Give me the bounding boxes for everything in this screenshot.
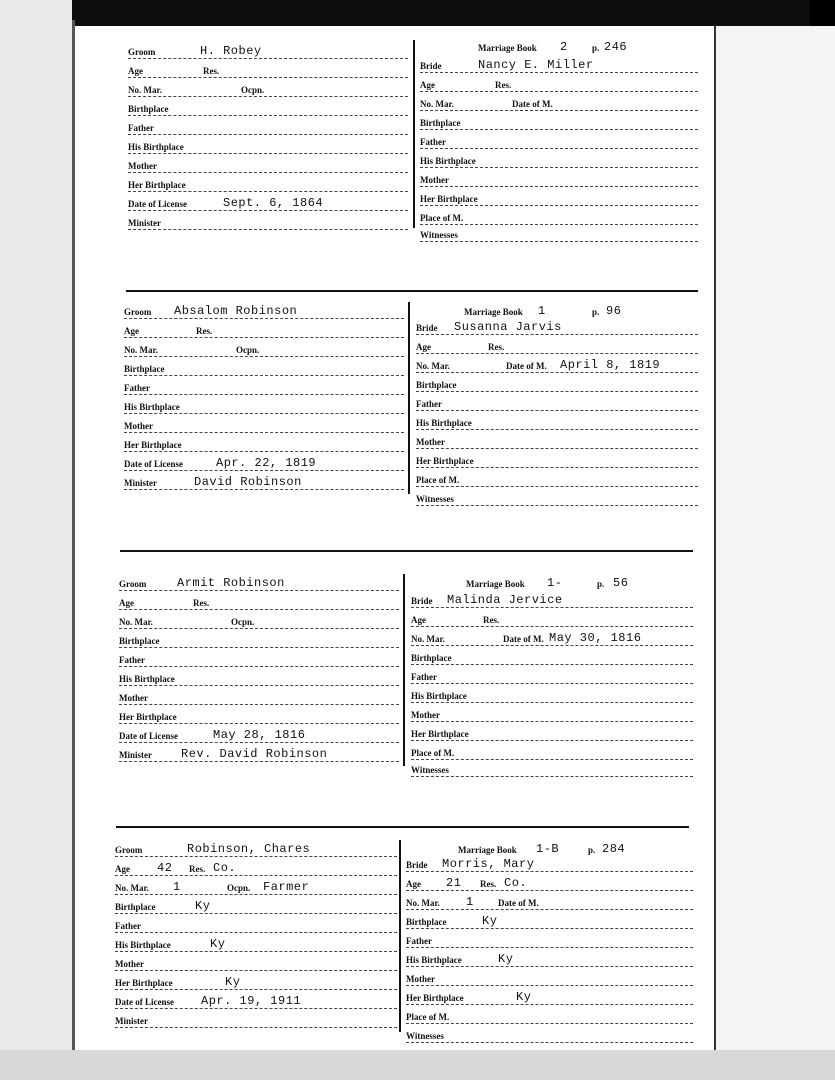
his-birthplace-label: His Birthplace [406, 955, 462, 965]
birthplace-label: Birthplace [416, 380, 457, 390]
minister-name: David Robinson [194, 475, 302, 489]
page-number: 246 [604, 40, 628, 54]
bride-age: 21 [446, 876, 462, 890]
no-mar-label: No. Mar. [119, 617, 153, 627]
bride-father-row [406, 929, 693, 948]
bride-label: Bride [420, 61, 442, 71]
marriage-book-number: 1 [538, 304, 546, 318]
his-birthplace-label: His Birthplace [411, 691, 467, 701]
age-label: Age [406, 879, 421, 889]
bride-name: Morris, Mary [442, 857, 535, 871]
age-label: Age [416, 342, 431, 352]
mother-row [128, 154, 408, 173]
groom-label: Groom [115, 845, 143, 855]
her-birthplace-label: Her Birthplace [411, 729, 469, 739]
birthplace-row [115, 895, 397, 914]
his-birthplace-label: His Birthplace [416, 418, 472, 428]
marriage-book-row [411, 572, 693, 590]
marriage-book-number: 2 [560, 40, 568, 54]
groom-label: Groom [124, 307, 152, 317]
bride-no-mar-row [411, 627, 693, 646]
res-label: Res. [203, 66, 220, 76]
place-of-marriage-row [416, 468, 698, 487]
marriage-book-number: 1-B [536, 842, 560, 856]
his-birthplace-row [115, 933, 397, 952]
marriage-record-card [124, 300, 698, 504]
groom-row [119, 572, 399, 591]
father-label: Father [124, 383, 150, 393]
marriage-record-card [119, 572, 693, 775]
her-birthplace-label: Her Birthplace [406, 993, 464, 1003]
page-number: 96 [606, 304, 622, 318]
marriage-book-label: Marriage Book [464, 307, 523, 317]
birthplace-label: Birthplace [420, 118, 461, 128]
father-label: Father [119, 655, 145, 665]
age-label: Age [128, 66, 143, 76]
father-row [124, 376, 404, 395]
age-label: Age [124, 326, 139, 336]
witnesses-label: Witnesses [411, 765, 449, 775]
scan-edge-left [0, 0, 72, 1080]
father-row [128, 116, 408, 135]
page-label: p. [592, 43, 600, 53]
marriage-record-card [128, 38, 698, 240]
minister-row [128, 211, 408, 230]
witnesses-row [416, 487, 698, 506]
bride-no-mar: 1 [466, 895, 474, 909]
no-mar-row [124, 338, 404, 357]
groom-column [115, 838, 397, 1032]
date-license-row [124, 452, 404, 471]
his-birthplace-row [128, 135, 408, 154]
scan-edge-right [716, 26, 835, 1080]
bride-her-birthplace: Ky [516, 990, 532, 1004]
minister-row [119, 743, 399, 762]
mother-label: Mother [128, 161, 157, 171]
bride-his-birthplace-row [416, 411, 698, 430]
bride-column [411, 572, 693, 775]
scan-edge-bottom [0, 1050, 835, 1080]
groom-name: Absalom Robinson [174, 304, 298, 318]
mother-row [124, 414, 404, 433]
age-label: Age [119, 598, 134, 608]
groom-name: H. Robey [200, 44, 262, 58]
minister-label: Minister [124, 478, 157, 488]
bride-birthplace-row [411, 646, 693, 665]
date-of-license: May 28, 1816 [213, 728, 306, 742]
bride-her-birthplace-row [416, 449, 698, 468]
res-label: Res. [193, 598, 210, 608]
date-of-marriage-label: Date of M. [506, 361, 547, 371]
ocpn-label: Ocpn. [227, 883, 251, 893]
groom-row [128, 40, 408, 59]
bride-name: Susanna Jarvis [454, 320, 562, 334]
her-birthplace-row [124, 433, 404, 452]
no-mar-label: No. Mar. [115, 883, 149, 893]
father-label: Father [411, 672, 437, 682]
res-label: Res. [488, 342, 505, 352]
record-separator [126, 290, 698, 292]
mother-label: Mother [124, 421, 153, 431]
mother-label: Mother [115, 959, 144, 969]
her-birthplace-label: Her Birthplace [119, 712, 177, 722]
his-birthplace-row [124, 395, 404, 414]
column-divider [408, 302, 410, 494]
bride-father-row [420, 130, 698, 149]
mother-label: Mother [411, 710, 440, 720]
date-of-marriage-label: Date of M. [503, 634, 544, 644]
her-birthplace-label: Her Birthplace [420, 194, 478, 204]
his-birthplace-label: His Birthplace [420, 156, 476, 166]
res-label: Res. [483, 615, 500, 625]
father-row [119, 648, 399, 667]
his-birthplace-label: His Birthplace [128, 142, 184, 152]
date-of-marriage: May 30, 1816 [549, 631, 642, 645]
no-mar-row [128, 78, 408, 97]
her-birthplace-row [128, 173, 408, 192]
age-label: Age [420, 80, 435, 90]
groom-label: Groom [128, 47, 156, 57]
page-number: 56 [613, 576, 629, 590]
groom-no-mar: 1 [173, 880, 181, 894]
birthplace-row [124, 357, 404, 376]
marriage-book-label: Marriage Book [478, 43, 537, 53]
groom-column [128, 38, 408, 228]
ocpn-label: Ocpn. [241, 85, 265, 95]
witnesses-row [420, 223, 698, 242]
res-label: Res. [495, 80, 512, 90]
father-label: Father [128, 123, 154, 133]
bride-father-row [416, 392, 698, 411]
page-label: p. [588, 845, 596, 855]
bride-father-row [411, 665, 693, 684]
his-birthplace-label: His Birthplace [115, 940, 171, 950]
date-license-label: Date of License [128, 199, 187, 209]
father-label: Father [420, 137, 446, 147]
bride-name: Malinda Jervice [447, 593, 563, 607]
page-label: p. [592, 307, 600, 317]
groom-column [119, 572, 399, 766]
bride-column [416, 300, 698, 504]
date-of-license: Apr. 19, 1911 [201, 994, 302, 1008]
bride-name: Nancy E. Miller [478, 58, 594, 72]
bride-column [420, 38, 698, 240]
date-of-marriage-label: Date of M. [498, 898, 539, 908]
place-of-marriage-label: Place of M. [411, 748, 455, 758]
birthplace-label: Birthplace [124, 364, 165, 374]
mother-label: Mother [416, 437, 445, 447]
groom-row [115, 838, 397, 857]
no-mar-label: No. Mar. [416, 361, 450, 371]
bride-his-birthplace-row [420, 149, 698, 168]
witnesses-label: Witnesses [420, 230, 458, 240]
bride-row [420, 54, 698, 73]
no-mar-row [119, 610, 399, 629]
scan-edge-corner [810, 0, 835, 26]
her-birthplace-label: Her Birthplace [128, 180, 186, 190]
bride-age-row [406, 872, 693, 891]
marriage-book-row [420, 36, 698, 54]
res-label: Res. [196, 326, 213, 336]
record-separator [120, 550, 693, 552]
minister-row [115, 1009, 397, 1028]
his-birthplace-row [119, 667, 399, 686]
witnesses-row [411, 758, 693, 777]
age-row [115, 857, 397, 876]
groom-label: Groom [119, 579, 147, 589]
witnesses-label: Witnesses [406, 1031, 444, 1041]
bride-birthplace-row [406, 910, 693, 929]
no-mar-row [115, 876, 397, 895]
no-mar-label: No. Mar. [411, 634, 445, 644]
minister-label: Minister [115, 1016, 148, 1026]
bride-label: Bride [416, 323, 438, 333]
bride-row [411, 589, 693, 608]
no-mar-label: No. Mar. [420, 99, 454, 109]
birthplace-label: Birthplace [115, 902, 156, 912]
ocpn-label: Ocpn. [236, 345, 260, 355]
bride-mother-row [420, 168, 698, 187]
marriage-book-label: Marriage Book [458, 845, 517, 855]
groom-res: Co. [213, 861, 237, 875]
column-divider [413, 40, 415, 228]
birthplace-row [128, 97, 408, 116]
his-birthplace-label: His Birthplace [119, 674, 175, 684]
groom-his-birthplace: Ky [210, 937, 226, 951]
bride-age-row [411, 608, 693, 627]
res-label: Res. [480, 879, 497, 889]
ocpn-label: Ocpn. [231, 617, 255, 627]
groom-name: Robinson, Chares [187, 842, 311, 856]
marriage-book-label: Marriage Book [466, 579, 525, 589]
birthplace-label: Birthplace [411, 653, 452, 663]
date-license-row [119, 724, 399, 743]
her-birthplace-label: Her Birthplace [124, 440, 182, 450]
father-label: Father [406, 936, 432, 946]
no-mar-label: No. Mar. [406, 898, 440, 908]
date-of-license: Sept. 6, 1864 [223, 196, 324, 210]
age-row [128, 59, 408, 78]
groom-name: Armit Robinson [177, 576, 285, 590]
bride-birthplace-row [420, 111, 698, 130]
bride-his-birthplace-row [406, 948, 693, 967]
her-birthplace-row [115, 971, 397, 990]
bride-row [416, 316, 698, 335]
record-separator [116, 826, 689, 828]
mother-row [119, 686, 399, 705]
bride-label: Bride [411, 596, 433, 606]
minister-label: Minister [119, 750, 152, 760]
her-birthplace-label: Her Birthplace [115, 978, 173, 988]
bride-birthplace: Ky [482, 914, 498, 928]
res-label: Res. [189, 864, 206, 874]
minister-label: Minister [128, 218, 161, 228]
witnesses-label: Witnesses [416, 494, 454, 504]
birthplace-label: Birthplace [406, 917, 447, 927]
bride-his-birthplace-row [411, 684, 693, 703]
date-of-marriage: April 8, 1819 [560, 358, 661, 372]
column-divider [399, 840, 401, 1032]
birthplace-label: Birthplace [128, 104, 169, 114]
place-of-marriage-row [406, 1005, 693, 1024]
age-row [124, 319, 404, 338]
father-label: Father [416, 399, 442, 409]
bride-row [406, 853, 693, 872]
mother-label: Mother [119, 693, 148, 703]
mother-label: Mother [406, 974, 435, 984]
scan-edge-top [0, 0, 835, 26]
father-label: Father [115, 921, 141, 931]
bride-label: Bride [406, 860, 428, 870]
bride-no-mar-row [406, 891, 693, 910]
groom-age: 42 [157, 861, 173, 875]
father-row [115, 914, 397, 933]
bride-no-mar-row [420, 92, 698, 111]
place-of-marriage-label: Place of M. [406, 1012, 450, 1022]
bride-column [406, 838, 693, 1041]
bride-her-birthplace-row [420, 187, 698, 206]
date-license-label: Date of License [115, 997, 174, 1007]
groom-column [124, 300, 404, 494]
her-birthplace-row [119, 705, 399, 724]
column-divider [403, 574, 405, 766]
birthplace-label: Birthplace [119, 636, 160, 646]
groom-row [124, 300, 404, 319]
scan-edge-left-line [72, 20, 75, 1080]
bride-his-birthplace: Ky [498, 952, 514, 966]
minister-row [124, 471, 404, 490]
date-license-label: Date of License [124, 459, 183, 469]
mother-label: Mother [420, 175, 449, 185]
place-of-marriage-label: Place of M. [420, 213, 464, 223]
date-license-row [115, 990, 397, 1009]
place-of-marriage-label: Place of M. [416, 475, 460, 485]
marriage-book-number: 1- [547, 576, 563, 590]
bride-no-mar-row [416, 354, 698, 373]
bride-mother-row [411, 703, 693, 722]
her-birthplace-label: Her Birthplace [416, 456, 474, 466]
birthplace-row [119, 629, 399, 648]
page-number: 284 [602, 842, 626, 856]
age-label: Age [115, 864, 130, 874]
date-license-label: Date of License [119, 731, 178, 741]
bride-res: Co. [504, 876, 528, 890]
age-row [119, 591, 399, 610]
marriage-record-card [115, 838, 693, 1041]
mother-row [115, 952, 397, 971]
groom-her-birthplace: Ky [225, 975, 241, 989]
date-license-row [128, 192, 408, 211]
bride-her-birthplace-row [406, 986, 693, 1005]
his-birthplace-label: His Birthplace [124, 402, 180, 412]
date-of-license: Apr. 22, 1819 [216, 456, 317, 470]
no-mar-label: No. Mar. [124, 345, 158, 355]
date-of-marriage-label: Date of M. [512, 99, 553, 109]
groom-ocpn: Farmer [263, 880, 310, 894]
bride-mother-row [406, 967, 693, 986]
bride-birthplace-row [416, 373, 698, 392]
bride-age-row [420, 73, 698, 92]
groom-birthplace: Ky [195, 899, 211, 913]
age-label: Age [411, 615, 426, 625]
minister-name: Rev. David Robinson [181, 747, 328, 761]
bride-her-birthplace-row [411, 722, 693, 741]
no-mar-label: No. Mar. [128, 85, 162, 95]
witnesses-row [406, 1024, 693, 1043]
bride-mother-row [416, 430, 698, 449]
page-label: p. [597, 579, 605, 589]
bride-age-row [416, 335, 698, 354]
